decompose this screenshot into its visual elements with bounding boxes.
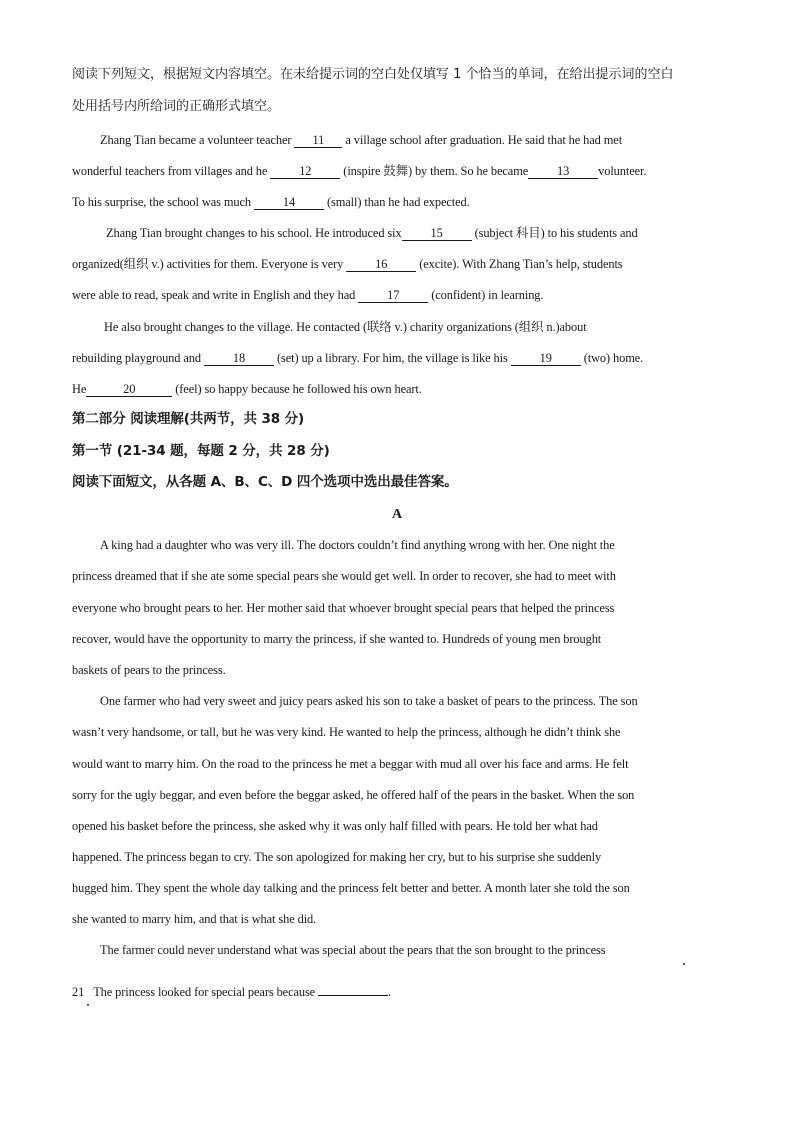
section-heading-1: 第一节 (21-34 题，每题 2 分，共 28 分): [72, 443, 330, 459]
blank-14: 14: [254, 196, 324, 210]
passage-line: would want to marry him. On the road to the princess he met a beggar with mud all over his face and arms. He felt: [72, 757, 629, 771]
question-number: 21: [72, 985, 85, 999]
cloze-line: Zhang Tian brought changes to his school. He introduced six 15 (subject 科目) to his students and: [106, 226, 638, 240]
cloze-line: Zhang Tian became a volunteer teacher 11 a village school after graduation. He said that he had met: [100, 133, 623, 147]
cloze-instructions: 阅读下列短文，根据短文内容填空。在未给提示词的空白处仅填写 1 个恰当的单词，在给出提示词的空白: [72, 67, 674, 82]
passage-line: recover, would have the opportunity to marry the princess, if she wanted to. Hundreds of young men brought: [72, 632, 602, 646]
passage-line: everyone who brought pears to her. Her mother said that whoever brought special pears that helped the princess: [72, 601, 615, 615]
blank-13: 13: [528, 165, 598, 179]
stray-dot: [87, 1004, 89, 1006]
section-instructions: 阅读下面短文，从各题 A、B、C、D 四个选项中选出最佳答案。: [72, 474, 458, 490]
passage-line: One farmer who had very sweet and juicy pears asked his son to take a basket of pears to the princess. The son: [100, 694, 638, 708]
passage-line: hugged him. They spent the whole day talking and the princess felt better and better. A month later she told the son: [72, 881, 630, 895]
blank-11: 11: [294, 134, 342, 148]
blank-12: 12: [270, 165, 340, 179]
blank-20: 20: [86, 383, 172, 397]
cloze-line: He also brought changes to the village. He contacted (联络 v.) charity organizations (组织 n.)about: [104, 320, 587, 334]
passage-line: The farmer could never understand what was special about the pears that the son brought to the princess: [100, 943, 606, 957]
cloze-line: wonderful teachers from villages and he 12 (inspire 鼓舞) by them. So he became 13 volunteer.: [72, 164, 647, 178]
passage-line: A king had a daughter who was very ill. The doctors couldn’t find anything wrong with her. One night the: [100, 538, 615, 552]
cloze-instructions-cont: 处用括号内所给词的正确形式填空。: [72, 99, 281, 114]
blank-16: 16: [346, 258, 416, 272]
blank-18: 18: [204, 352, 274, 366]
passage-line: happened. The princess began to cry. The son apologized for making her cry, but to his surprise she suddenly: [72, 850, 602, 864]
cloze-line: He 20 (feel) so happy because he followed his own heart.: [72, 382, 422, 396]
cloze-line: were able to read, speak and write in English and they had 17 (confident) in learning.: [72, 288, 544, 302]
question-text: The princess looked for special pears because: [93, 985, 319, 999]
cloze-line: rebuilding playground and 18 (set) up a library. For him, the village is like his 19 (two) home.: [72, 351, 644, 365]
cloze-line: organized(组织 v.) activities for them. Everyone is very 16 (excite). With Zhang Tian’s help, students: [72, 257, 623, 271]
question-21: 21 The princess looked for special pears because .: [72, 985, 392, 999]
passage-label: A: [391, 507, 402, 522]
section-heading-part2: 第二部分 阅读理解(共两节，共 38 分): [72, 411, 305, 427]
passage-line: sorry for the ugly beggar, and even before the beggar asked, he offered half of the pears in the basket. When the son: [72, 788, 635, 802]
passage-line: opened his basket before the princess, she asked why it was only half filled with pears. He told her what had: [72, 819, 598, 833]
answer-blank: [318, 995, 388, 996]
blank-17: 17: [358, 289, 428, 303]
passage-line: baskets of pears to the princess.: [72, 663, 226, 677]
blank-19: 19: [511, 352, 581, 366]
passage-line: princess dreamed that if she ate some special pears she would get well. In order to recover, she had to meet with: [72, 569, 616, 583]
passage-line: wasn’t very handsome, or tall, but he was very kind. He wanted to help the princess, although he didn’t think she: [72, 725, 621, 739]
passage-line: she wanted to marry him, and that is what she did.: [72, 912, 317, 926]
blank-15: 15: [402, 227, 472, 241]
cloze-line: To his surprise, the school was much 14 (small) than he had expected.: [72, 195, 470, 209]
stray-dot: [683, 963, 685, 965]
